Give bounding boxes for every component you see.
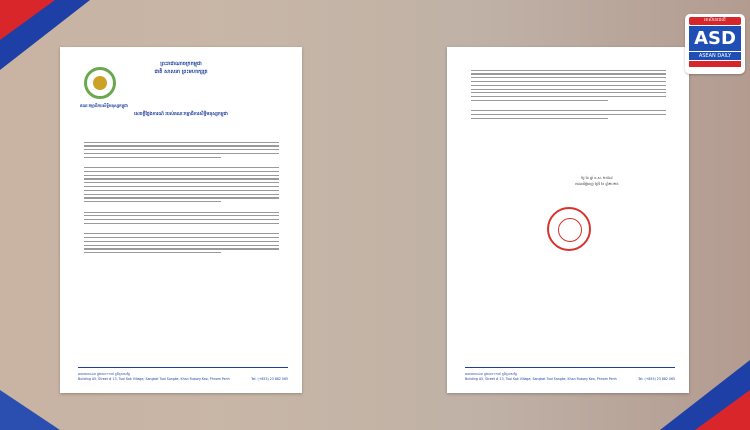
body-paragraphs	[84, 139, 279, 256]
flag-decoration-top-left-red	[0, 0, 55, 40]
document-page-1	[60, 47, 302, 393]
page-footer	[465, 367, 675, 381]
footer-phone: Tel: (+855) 23 882 065	[638, 377, 675, 381]
flag-decoration-bottom-right-red	[695, 390, 750, 430]
footer-address-english: Building A5, Street # 13, Tuol Kok Village, Sangkat Tuol Sangke, Khan Russey Keo, Phnom Penh	[465, 377, 617, 381]
logo-main-text: ASD	[689, 26, 741, 51]
asean-daily-logo	[685, 14, 745, 74]
logo-khmer-label: អាស៊ានដេលី	[689, 17, 741, 25]
statement-title: សេចក្តីថ្លែងការណ៍ របស់គណៈកម្មាធិការសិទ្ធិមនុស្សកម្ពុជា	[134, 112, 228, 117]
body-paragraphs-continued	[471, 67, 666, 122]
official-seal-icon	[547, 207, 591, 251]
logo-footer-stripe	[689, 61, 741, 67]
footer-address-khmer: អាគារលេខ៤៣ ផ្លូវលេខ១១៧ ភូមិទួលសង្កែ	[465, 372, 517, 376]
footer-address-khmer: អាគារលេខ៤៣ ផ្លូវលេខ១១៧ ភូមិទួលសង្កែ	[78, 372, 130, 376]
organization-logo	[84, 67, 116, 99]
footer-phone: Tel: (+855) 23 882 065	[251, 377, 288, 381]
organization-name: គណៈកម្មាធិការសិទ្ធិមនុស្សកម្ពុជា	[80, 103, 128, 108]
signature-date-line: ថ្ងៃ ខែ ឆ្នាំ ព.ស. ២៥៦៨	[581, 176, 613, 180]
page-footer	[78, 367, 288, 381]
motto-header: ជាតិ សាសនា ព្រះមហាក្សត្រ	[154, 69, 208, 75]
signature-place-line: រាជធានីភ្នំពេញ ថ្ងៃទី ខែ ឆ្នាំ២០២៥	[575, 182, 619, 186]
footer-address-english: Building A5, Street # 13, Tuol Kok Village, Sangkat Tuol Sangke, Khan Russey Keo, Phnom Penh	[78, 377, 230, 381]
flag-decoration-bottom-left	[0, 390, 60, 430]
kingdom-header: ព្រះរាជាណាចក្រកម្ពុជា	[160, 61, 202, 67]
logo-subtitle: ASEAN DAILY	[689, 52, 741, 60]
document-page-2	[447, 47, 689, 393]
signature-block	[547, 175, 647, 187]
